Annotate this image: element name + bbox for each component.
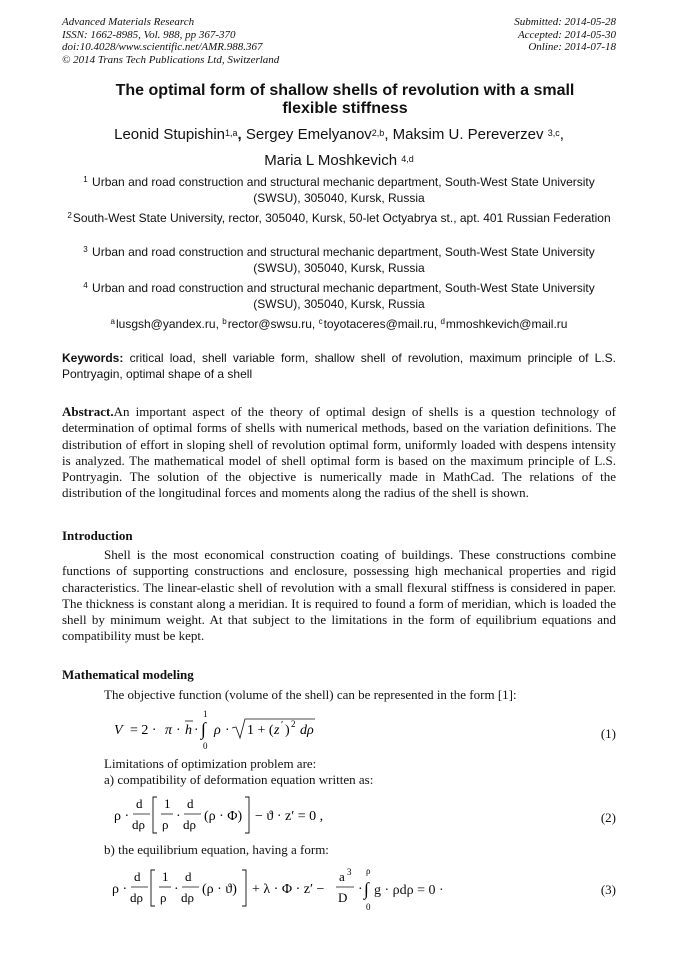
objective-intro: The objective function (volume of the shell) can be represented in the form [1]: (104, 687, 517, 702)
introduction-text: Shell is the most economical construction coating of buildings. These constructions combine functions of supporting constructions and enclosure, possessing high mechanical properties and rigid characteristics. The linear-elastic shell of revolution with a small flexural stiffness is considered in paper. The thickness is constant along a meridian. It is required to found a form of meridian, which is loaded the shell by minimum weight. At that subject to the limitations in the form of equilibrium equations and compatibility must be kept. (62, 547, 616, 644)
abstract-label: Abstract. (62, 404, 114, 419)
online-date: Online: 2014-07-18 (528, 41, 616, 53)
author-affiliation-mark: 2,b (371, 128, 385, 138)
equation-2 (112, 792, 352, 838)
equation-3-number: (3) (600, 882, 616, 897)
email-mark: b (222, 317, 227, 326)
svg-text:(ρ · ϑ): (ρ · ϑ) (202, 882, 237, 897)
svg-text:d: d (134, 869, 141, 884)
svg-text:dρ: dρ (130, 890, 143, 905)
journal-header-right (396, 16, 616, 54)
svg-text:d: d (185, 869, 192, 884)
email-address[interactable]: mmoshkevich@mail.ru (445, 317, 568, 331)
affiliation-3 (62, 244, 616, 276)
affiliation-2 (62, 210, 616, 226)
email-list: $^a$lusgsh@yandex.ru, $^b$rector@swsu.ru, $^c$toyotaceres@mail.ru, $^d$mmoshkevich@mail.ru (110, 317, 568, 331)
svg-text:+ λ · Φ · z′ −: + λ · Φ · z′ − (252, 882, 325, 897)
copyright-line: © 2014 Trans Tech Publications Ltd, Switzerland (62, 53, 280, 66)
svg-text:dρ: dρ (181, 890, 194, 905)
svg-text:D: D (338, 890, 348, 905)
svg-text:·: · (194, 723, 199, 738)
svg-text:·: · (174, 882, 179, 897)
author-name: Leonid Stupishin (114, 126, 226, 143)
svg-text:z: z (274, 723, 280, 738)
introduction-heading: Introduction (62, 528, 133, 543)
svg-text:′: ′ (281, 720, 284, 731)
email-address[interactable]: rector@swsu.ru (227, 317, 312, 331)
affiliation-mark: 4 (83, 281, 88, 290)
svg-text:·: · (176, 723, 181, 738)
email-address[interactable]: toyotaceres@mail.ru (323, 317, 434, 331)
affiliation-text: Urban and road construction and structural mechanic department, South-West State University (SWSU), 305040, Kursk, Russia (92, 281, 595, 311)
svg-text:3: 3 (347, 867, 352, 877)
author-list: Leonid Stupishin$^{1,a}$, Sergey Emelyanov$^{2,b}$, Maksim U. Pereverzev $^{3,c}$, Maria L Moshkevich $^{4,d}$ (114, 126, 564, 169)
svg-text:d: d (187, 796, 194, 811)
svg-text:π: π (165, 723, 173, 738)
keywords-block (62, 350, 616, 382)
email-address[interactable]: lusgsh@yandex.ru (115, 317, 216, 331)
svg-text:·: · (358, 882, 363, 897)
keywords-label: Keywords: (62, 351, 124, 365)
svg-text:h: h (185, 723, 192, 738)
svg-text:·: · (225, 723, 230, 738)
svg-text:ρ ·: ρ · (112, 882, 128, 897)
abstract-block (62, 404, 616, 502)
svg-text:d: d (136, 796, 143, 811)
author-name: Maria L Moshkevich (264, 152, 398, 169)
abstract-text: An important aspect of the theory of optimal design of shells is a question technology of determination of optimal forms of shells with numerical methods, based on the variation definitions. The distribution of effort in sloping shell of revolution optimal form, uniformly loaded with despens intensity is analyzed. The mathematical model of shell optimal form is based on the maximum principle of L.S. Pontryagin. The solution of the objective is numerically made in MathCad. The relations of the distribution of the longitudinal forces and moments along the radius of the shell is shown. (62, 404, 616, 501)
svg-text:1: 1 (164, 796, 171, 811)
equation-2-number: (2) (600, 810, 616, 825)
svg-text:ρ ·: ρ · (114, 809, 130, 824)
equation-3 (110, 864, 400, 914)
svg-text:(ρ · Φ): (ρ · Φ) (204, 809, 243, 824)
svg-text:∫: ∫ (364, 879, 369, 899)
affiliation-text: Urban and road construction and structural mechanic department, South-West State University (SWSU), 305040, Kursk, Russia (92, 175, 595, 205)
journal-header-left (62, 16, 392, 66)
svg-text:ρ: ρ (214, 723, 221, 738)
svg-text:2: 2 (291, 719, 296, 729)
svg-text:ρ: ρ (366, 866, 371, 876)
author-name: Sergey Emelyanov (245, 126, 372, 143)
affiliation-text: South-West State University, rector, 305040, Kursk, 50-let Octyabrya st., apt. 401 Russian Federation (72, 211, 611, 225)
svg-text:V: V (114, 723, 123, 738)
paper-title: The optimal form of shallow shells of revolution with a small flexible stiffness (115, 82, 575, 117)
accepted-date: Accepted: 2014-05-30 (517, 28, 616, 41)
affiliation-mark: 2 (67, 211, 72, 220)
svg-text:a: a (339, 869, 345, 884)
svg-text:0: 0 (366, 902, 371, 912)
svg-text:dρ: dρ (132, 817, 145, 832)
doi-line: doi:10.4028/www.scientific.net/AMR.988.367 (62, 41, 263, 53)
submitted-date: Submitted: 2014-05-28 (514, 16, 616, 28)
author-affiliation-mark: 3,c (547, 128, 560, 138)
item-a-text: a) compatibility of deformation equation written as: (104, 772, 374, 787)
journal-name: Advanced Materials Research (62, 16, 195, 28)
svg-text:1: 1 (162, 869, 169, 884)
equation-1 (110, 705, 350, 753)
email-mark: a (110, 317, 115, 326)
limitations-intro: Limitations of optimization problem are: (104, 756, 317, 771)
issn-line: ISSN: 1662-8985, Vol. 988, pp 367-370 (62, 28, 236, 41)
equation-3-tail: g · ρdρ = 0 · (374, 883, 444, 898)
keywords-text: critical load, shell variable form, shallow shell of revolution, maximum principle of L.S. Pontryagin, optimal shape of a shell (62, 351, 617, 381)
affiliation-1 (62, 174, 616, 206)
svg-text:·: · (176, 809, 181, 824)
affiliation-mark: 1 (83, 175, 88, 184)
svg-text:dρ: dρ (183, 817, 196, 832)
svg-text:− ϑ · z′ = 0 ,: − ϑ · z′ = 0 , (255, 809, 324, 824)
svg-text:∫: ∫ (201, 719, 206, 739)
author-affiliation-mark: 4,d (401, 154, 414, 164)
svg-text:1 + (: 1 + ( (247, 723, 274, 738)
affiliation-4 (62, 280, 616, 312)
author-name: Maksim U. Pereverzev (392, 126, 544, 143)
affiliation-text: Urban and road construction and structural mechanic department, South-West State University (SWSU), 305040, Kursk, Russia (92, 245, 595, 275)
svg-text:ρ: ρ (160, 890, 167, 905)
item-b-text: b) the equilibrium equation, having a form: (104, 842, 329, 857)
equation-1-number: (1) (600, 726, 616, 741)
svg-text:= 2 ·: = 2 · (130, 723, 157, 738)
svg-text:ρ: ρ (162, 817, 169, 832)
affiliation-mark: 3 (83, 245, 88, 254)
author-affiliation-mark: 1,a (225, 128, 238, 138)
svg-text:): ) (285, 723, 290, 738)
svg-text:0: 0 (203, 741, 208, 751)
svg-text:1: 1 (203, 709, 208, 719)
email-mark: c (318, 317, 323, 326)
email-mark: d (440, 317, 445, 326)
math-heading: Mathematical modeling (62, 667, 194, 682)
svg-text:dρ: dρ (300, 723, 314, 738)
